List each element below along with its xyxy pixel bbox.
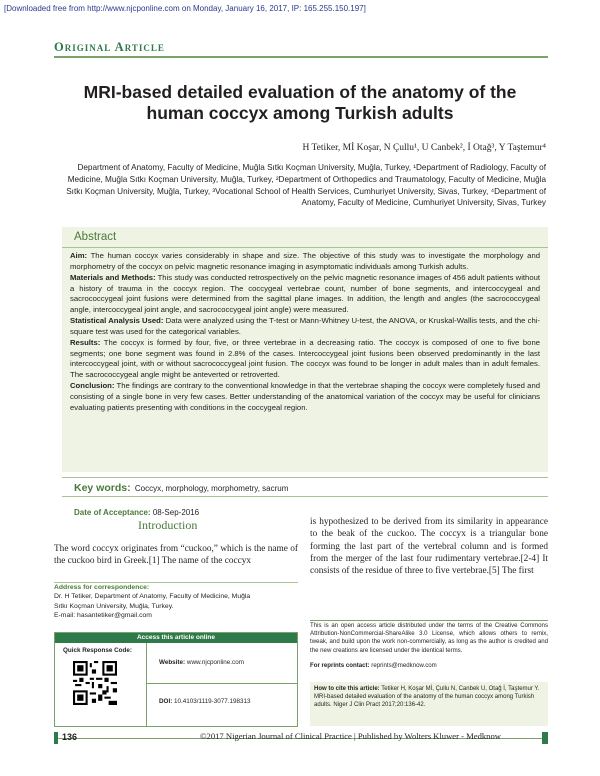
license-rule bbox=[310, 620, 548, 621]
affiliations: Department of Anatomy, Faculty of Medicine, Muğla Sıtkı Koçman University, Muğla, Turkey, ¹Department of Radiology, Faculty of Medicine, Muğla Sıtkı Koçman University, Muğla, Turkey, ²Department of Orthopedics and Traumatology, Faculty of Medicine, Muğla Sıtkı Koçman University, Muğla, Turkey, ³Vocational School of Health Services, Cumhuriyet University, Sivas, Turkey, ⁴Department of Anatomy, Faculty of Medicine, Cumhuriyet University, Sivas, Turkey bbox=[66, 163, 546, 208]
keywords-text: Coccyx, morphology, morphometry, sacrum bbox=[134, 484, 289, 493]
footer-text: ©2017 Nigerian Journal of Clinical Practice | Published by Wolters Kluwer - Medknow bbox=[200, 731, 501, 741]
abstract-body bbox=[70, 251, 540, 414]
doi-cell bbox=[147, 684, 297, 726]
correspondence-line: Sıtkı Koçman University, Muğla, Turkey. bbox=[54, 602, 174, 610]
keywords-rule-bottom bbox=[62, 496, 548, 497]
methods-label: Materials and Methods: bbox=[70, 272, 156, 282]
intro-text-left: The word coccyx originates from “cuckoo,” which is the name of the cuckoo bird in Greek.[1] The name of the coccyx bbox=[54, 544, 298, 567]
conclusion-text: The findings are contrary to the conventional knowledge in that the vertebrae shaping the coccyx were completely fused and consisting of a single bone in very few cases. Better understanding of the anatomical variation of the coccyx may be useful for clinicians evaluating patients presenting with conditions in the coccygeal region. bbox=[70, 381, 540, 412]
page-number: 136 bbox=[62, 732, 78, 742]
abstract-heading: Abstract bbox=[74, 231, 117, 243]
doi-label: DOI: bbox=[159, 698, 173, 705]
correspondence-block bbox=[54, 583, 298, 620]
intro-text-right: is hypothesized to be derived from its similarity in appearance to the beak of the cuckoo. The coccyx is a triangular bone forming the last part of the vertebral column and is formed from the merger of the last four rudimentary vertebrae.[2-4] It consists of the residue of three to five vertebrae.[5] The first bbox=[310, 517, 548, 577]
author-list: H Tetiker, Mİ Koşar, N Çullu¹, U Canbek², İ Otağ³, Y Taştemur⁴ bbox=[302, 143, 546, 153]
cite-text: Tetiker H, Koşar Mİ, Çullu N, Canbek U, Otağ İ, Taştemur Y. MRI-based detailed evaluation of the anatomy of the human coccyx among Turkish adults. Niger J Clin Pract 2017;20:136-42. bbox=[314, 686, 540, 708]
doi-link[interactable]: 10.4103/1119-3077.198313 bbox=[174, 698, 251, 705]
section-tag: Original Article bbox=[54, 40, 165, 54]
download-banner: [Downloaded free from http://www.njcponline.com on Monday, January 16, 2017, IP: 165.255.150.197] bbox=[4, 4, 366, 13]
abstract-rule bbox=[62, 247, 548, 248]
acceptance-label: Date of Acceptance: bbox=[74, 508, 151, 517]
website-cell bbox=[147, 643, 297, 684]
keywords bbox=[74, 482, 288, 494]
correspondence-line: Dr. H Tetiker, Department of Anatomy, Faculty of Medicine, Muğla bbox=[54, 593, 251, 601]
keywords-rule-top bbox=[62, 477, 548, 478]
qr-code-icon[interactable] bbox=[73, 661, 117, 705]
correspondence-email[interactable]: E-mail: hasantetiker@gmail.com bbox=[54, 611, 152, 619]
website-label: Website: bbox=[159, 659, 186, 666]
keywords-label: Key words: bbox=[74, 482, 131, 494]
page-marker-right bbox=[542, 732, 548, 744]
acceptance-value: 08-Sep-2016 bbox=[152, 508, 200, 517]
methods-text: This study was conducted retrospectively on the pelvic magnetic resonance images of 456 adult patients without a history of trauma in the coccyx region. The coccygeal vertebrae count, number of bone segments, and intercoccygeal and sacrococcygeal joint fusions were determined from the sagittal plane images. In addition, the length and angles (the sacrococcygeal angle, intercoccygeal joint angle, and sacrococcygeal joint angle) were measured. bbox=[70, 272, 541, 315]
reprints-email[interactable]: reprints@medknow.com bbox=[371, 662, 437, 669]
access-heading: Access this article online bbox=[55, 633, 297, 643]
page-marker-left bbox=[54, 732, 58, 744]
correspondence-heading: Address for correspondence: bbox=[54, 584, 150, 591]
conclusion-label: Conclusion: bbox=[70, 381, 115, 391]
results-text: The coccyx is formed by four, five, or three vertebrae in a decreasing ratio. The coccyx is composed of one to five bone segments; one bone segment was found in 2.8% of the cases. Intercoccygeal joint fusions been observed predominantly in the last intercoccygeal joint, with or without sacrococcygeal joint fusion. The coccyx was found to be longer in adult males than in adult females. The sacrococcygeal angle might be anteverted or retroverted. bbox=[70, 337, 541, 380]
how-to-cite-box bbox=[310, 682, 548, 726]
section-rule bbox=[54, 56, 548, 58]
qr-label: Quick Response Code: bbox=[63, 647, 132, 654]
access-online-box bbox=[54, 632, 298, 727]
license-text: This is an open access article distributed under the terms of the Creative Commons Attribution-NonCommercial-ShareAlike 3.0 License, which allows others to remix, tweak, and build upon the work non-commercially, as long as the author is credited and the new creations are licensed under the identical terms. bbox=[310, 622, 548, 654]
reprints-label: For reprints contact: bbox=[310, 662, 370, 669]
qr-cell bbox=[55, 643, 147, 726]
cite-label: How to cite this article: bbox=[314, 686, 380, 692]
aim-text: The human coccyx varies considerably in shape and size. The objective of this study was to investigate the morphology and morphometry of the coccyx on pelvic magnetic resonance imaging in asymptomatic individuals among Turkish adults. bbox=[70, 251, 540, 271]
results-label: Results: bbox=[70, 337, 101, 347]
reprints bbox=[310, 662, 437, 669]
website-link[interactable]: www.njcponline.com bbox=[186, 659, 244, 666]
stats-text: Data were analyzed using the T-test or Mann-Whitney U-test, the ANOVA, or Kruskal-Wallis tests, and the chi-square test was used for the categorical variables. bbox=[70, 316, 540, 336]
aim-label: Aim: bbox=[70, 251, 88, 260]
article-title: MRI-based detailed evaluation of the anatomy of the human coccyx among Turkish adults bbox=[83, 82, 517, 123]
stats-label: Statistical Analysis Used: bbox=[70, 316, 164, 326]
acceptance-date bbox=[74, 508, 199, 517]
intro-heading: Introduction bbox=[138, 518, 198, 532]
